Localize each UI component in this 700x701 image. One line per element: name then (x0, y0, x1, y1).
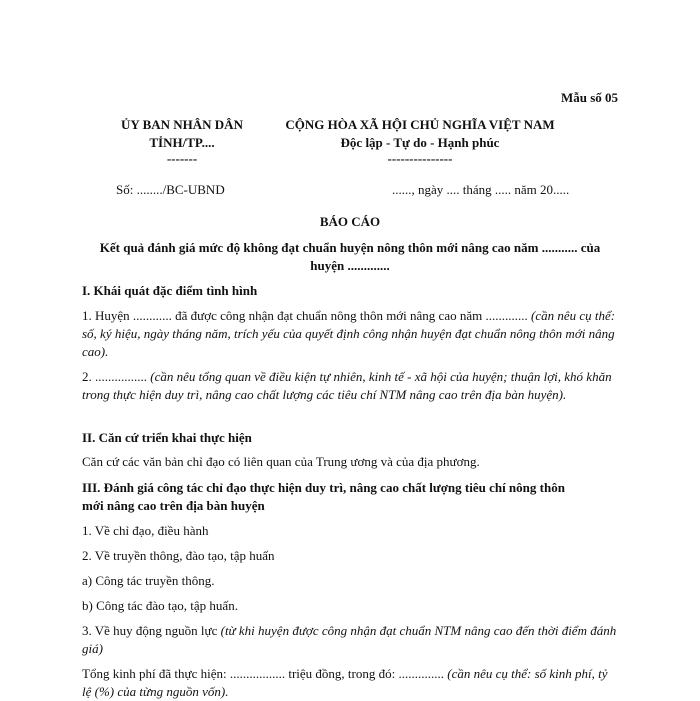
document-date: ......, ngày .... tháng ..... năm 20..... (392, 182, 570, 197)
section-3-item-3-text: 3. Về huy động nguồn lực (82, 623, 221, 638)
nation-motto: Độc lập - Tự do - Hạnh phúc (340, 135, 500, 150)
section-1-paragraph-1 (82, 307, 618, 361)
report-title: BÁO CÁO (319, 214, 381, 229)
form-number: Mẫu số 05 (560, 90, 618, 105)
section-3-funding-text: Tổng kinh phí đã thực hiện: ................. triệu đồng, trong đó: .............. (82, 666, 448, 681)
section-3-item-2a: a) Công tác truyền thông. (82, 573, 215, 588)
section-2-heading: II. Căn cứ triển khai thực hiện (82, 430, 252, 445)
section-3-item-2b: b) Công tác đào tạo, tập huấn. (82, 598, 238, 613)
section-1-paragraph-2 (82, 368, 618, 404)
section-3-funding-note: (cần nêu cụ thể: số kinh phí, tỷ lệ (%) của từng nguồn vốn). (82, 666, 608, 699)
section-3-item-1: 1. Về chỉ đạo, điều hành (82, 523, 209, 538)
report-subtitle-line2: huyện ............. (310, 258, 390, 273)
nation-name: CỘNG HÒA XÃ HỘI CHỦ NGHĨA VIỆT NAM (285, 117, 555, 132)
section-3-item-3-note: (từ khi huyện được công nhận đạt chuẩn NTM nâng cao đến thời điểm đánh giá) (82, 623, 617, 656)
agency-name: ỦY BAN NHÂN DÂN (121, 117, 243, 132)
section-2-paragraph-1: Căn cứ các văn bản chỉ đạo có liên quan của Trung ương và của địa phương. (82, 454, 480, 469)
section-1-paragraph-1-text: 1. Huyện ............ đã được công nhận đạt chuẩn nông thôn mới nâng cao năm ............. (82, 308, 531, 323)
section-1-paragraph-2-note: (cần nêu tổng quan về điều kiện tự nhiên, kinh tế - xã hội của huyện; thuận lợi, khó khăn trong thực hiện duy trì, nâng cao chất lượng các tiêu chí NTM nâng cao trên địa bàn huyện). (82, 369, 612, 402)
report-subtitle-line1: Kết quả đánh giá mức độ không đạt chuẩn huyện nông thôn mới nâng cao năm ........... của (99, 240, 601, 255)
document-number: Số: ......../BC-UBND (116, 182, 225, 197)
section-3-funding (82, 665, 618, 701)
section-3-item-3 (82, 622, 618, 658)
agency-province: TỈNH/TP.... (149, 135, 215, 150)
section-3-item-2: 2. Về truyền thông, đào tạo, tập huấn (82, 548, 275, 563)
nation-divider: --------------- (387, 151, 453, 166)
section-1-heading: I. Khái quát đặc điểm tình hình (82, 283, 258, 298)
section-1-paragraph-2-text: 2. ................ (82, 369, 151, 384)
section-3-heading-line1: III. Đánh giá công tác chỉ đạo thực hiện duy trì, nâng cao chất lượng tiêu chí nông thôn (82, 480, 565, 495)
section-3-heading-line2: mới nâng cao trên địa bàn huyện (82, 498, 265, 513)
section-1-paragraph-1-note: (cần nêu cụ thể: số, ký hiệu, ngày tháng năm, trích yếu của quyết định công nhận huyện đạt chuẩn nông thôn mới nâng cao). (82, 308, 616, 359)
agency-divider: ------- (166, 151, 198, 166)
